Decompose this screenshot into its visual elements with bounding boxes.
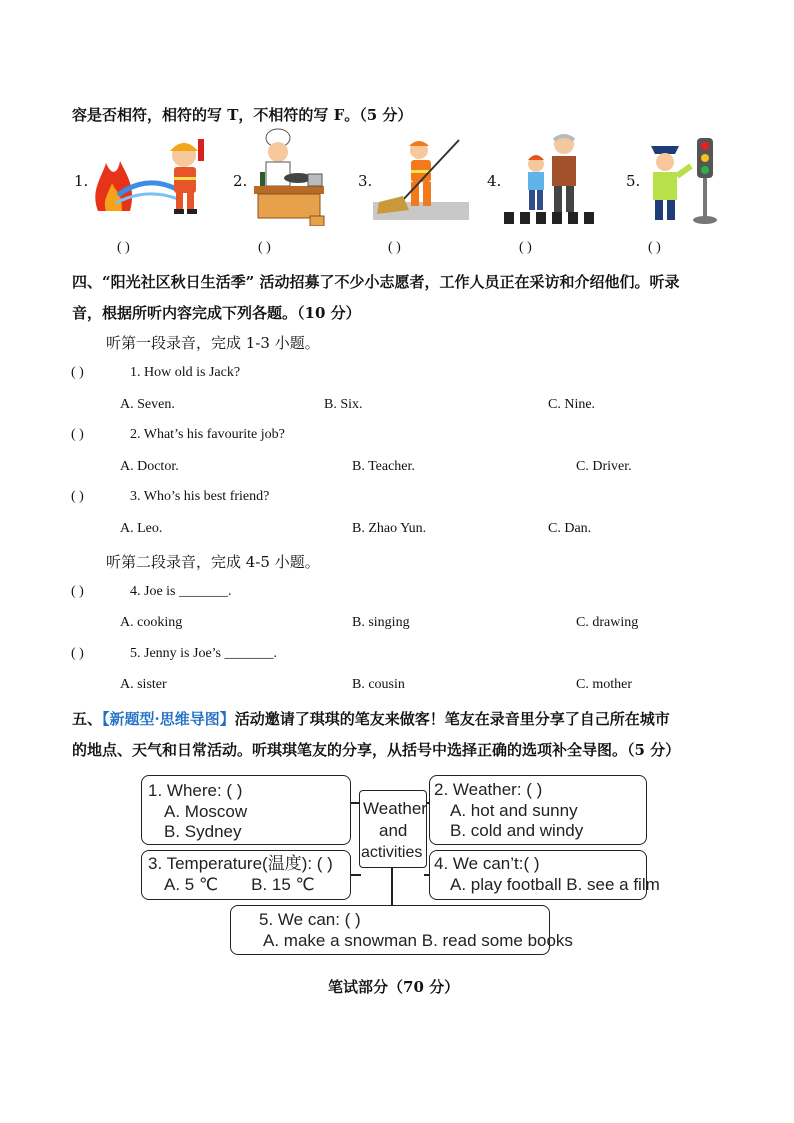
option-a: A. Seven. [120,397,175,412]
part5-prefix: 五、 [72,710,103,728]
option-b: B. Six. [324,397,363,412]
item-number: 3. [358,172,373,190]
option-c: C. Nine. [548,397,596,412]
option-c: C. drawing [576,615,639,630]
option-c: C. Driver. [576,459,632,474]
cleaner-icon [373,136,469,222]
can-box [230,905,573,955]
item-number: 4. [487,172,502,190]
section2-instruction: 听第二段录音，完成 4-5 小题。 [106,553,320,571]
answer-blank[interactable]: ( ) [258,240,271,255]
question-paren[interactable]: ( ) [71,489,84,504]
weather-box [429,775,647,845]
answer-blank[interactable]: ( ) [519,240,532,255]
part4-title-line2: 音，根据所听内容完成下列各题。（10 分） [72,304,361,322]
where-question: 1. Where: ( ) [148,781,243,800]
option-b: B. Zhao Yun. [352,521,427,536]
weather-option-b: B. cold and windy [450,821,584,840]
part4-title-line1: 四、“阳光社区秋日生活季” 活动招募了不少小志愿者，工作人员正在采访和介绍他们。听录 [72,273,680,291]
option-b: B. Teacher. [352,459,415,474]
item-number: 5. [626,172,641,190]
where-box [141,775,351,845]
cant-question: 4. We can’t:( ) [434,854,540,873]
option-b: B. singing [352,615,410,630]
question-paren[interactable]: ( ) [71,365,84,380]
answer-blank[interactable]: ( ) [117,240,130,255]
option-a: A. sister [120,677,167,692]
option-a: A. Leo. [120,521,163,536]
cook-icon [252,128,328,226]
written-section-heading: 笔试部分（70 分） [328,978,460,996]
question-stem: 4. Joe is _______. [130,584,232,599]
option-a: A. cooking [120,615,183,630]
item-number: 1. [74,172,89,190]
part5-title-rest: 活动邀请了琪琪的笔友来做客！笔友在录音里分享了自己所在城市 [234,710,670,728]
question-stem: 3. Who’s his best friend? [130,489,270,504]
new-type-tag: 【新题型·思维导图】 [102,710,235,728]
can-question: 5. We can: ( ) [259,910,361,929]
section1-instruction: 听第一段录音，完成 1-3 小题。 [106,334,320,352]
answer-blank[interactable]: ( ) [648,240,661,255]
part5-title-line1 [72,708,670,729]
option-a: A. Doctor. [120,459,179,474]
cant-options: A. play football B. see a film [450,875,660,894]
traffic-police-icon [645,132,725,226]
option-b: B. cousin [352,677,405,692]
part3-instruction: 容是否相符，相符的写 T，不相符的写 F。（5 分） [72,106,413,124]
weather-question: 2. Weather: ( ) [434,780,543,799]
question-stem: 1. How old is Jack? [130,365,241,380]
temperature-question: 3. Temperature(温度): ( ) [148,854,333,873]
firefighter-icon [88,133,216,215]
cant-box [429,850,660,900]
weather-option-a: A. hot and sunny [450,801,578,820]
question-paren[interactable]: ( ) [71,646,84,661]
center-node: Weather and activities [359,790,427,868]
part5-title-line2: 的地点、天气和日常活动。听琪琪笔友的分享，从括号中选择正确的选项补全导图。（5 分） [72,741,681,759]
temperature-options: A. 5 ℃ B. 15 ℃ [164,875,315,894]
helping-elder-icon [502,128,598,226]
question-paren[interactable]: ( ) [71,427,84,442]
option-c: C. Dan. [548,521,592,536]
answer-blank[interactable]: ( ) [388,240,401,255]
where-option-a: A. Moscow [164,802,248,821]
question-stem: 2. What’s his favourite job? [130,427,285,442]
item-number: 2. [233,172,248,190]
question-stem: 5. Jenny is Joe’s _______. [130,646,277,661]
temperature-box [141,850,351,900]
where-option-b: B. Sydney [164,822,242,841]
can-options: A. make a snowman B. read some books [263,931,573,950]
option-c: C. mother [576,677,632,692]
question-paren[interactable]: ( ) [71,584,84,599]
